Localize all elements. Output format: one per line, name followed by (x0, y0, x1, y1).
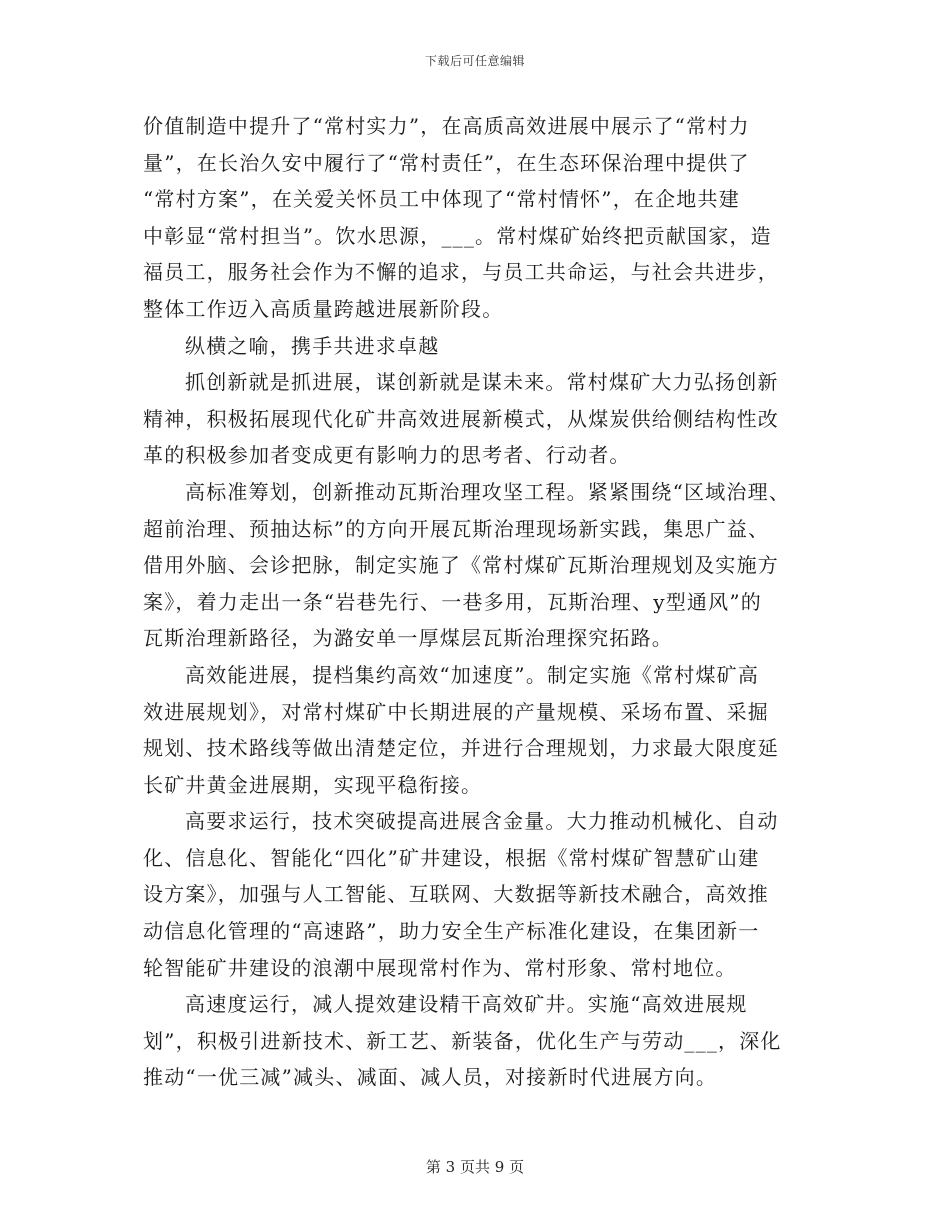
page-number: 第 3 页共 9 页 (425, 1158, 525, 1176)
paragraph-first-line: 高标准筹划，创新推动瓦斯治理攻坚工程。紧紧围绕“区域治理、 (185, 479, 791, 504)
body-line: 中彰显“常村担当”。饮水思源，___。常村煤矿始终把贡献国家，造 (143, 223, 772, 248)
body-line: 化、信息化、智能化“四化”矿井建设，根据《常村煤矿智慧矿山建 (143, 845, 760, 870)
section-heading: 纵横之喻，携手共进求卓越 (185, 333, 440, 358)
body-line: 规划、技术路线等做出清楚定位，并进行合理规划，力求最大限度延 (143, 736, 779, 761)
body-line: “常村方案”，在关爱关怀员工中体现了“常村情怀”，在企地共建 (143, 187, 740, 212)
page-header: 下载后可任意编辑 (424, 54, 525, 68)
body-line: 动信息化管理的“高速路”，助力安全生产标准化建设，在集团新一 (143, 919, 760, 944)
document-body (143, 108, 807, 1096)
body-line: 整体工作迈入高质量跨越进展新阶段。 (143, 296, 504, 321)
body-line: 推动“一优三减”减头、减面、减人员，对接新时代进展方向。 (143, 1065, 718, 1090)
paragraph-first-line: 高要求运行，技术突破提高进展含金量。大力推动机械化、自动 (185, 809, 779, 834)
body-line: 价值制造中提升了“常村实力”，在高质高效进展中展示了“常村力 (143, 114, 750, 138)
body-line: 福员工，服务社会作为不懈的追求，与员工共命运，与社会共进步， (143, 260, 779, 285)
body-line: 设方案》，加强与人工智能、互联网、大数据等新技术融合，高效推 (143, 882, 769, 907)
paragraph-first-line: 高速度运行，减人提效建设精干高效矿井。实施“高效进展规 (185, 992, 748, 1017)
body-line: 借用外脑、会诊把脉，制定实施了《常村煤矿瓦斯治理规划及实施方 (143, 553, 779, 578)
body-line: 精神，积极拓展现代化矿井高效进展新模式，从煤炭供给侧结构性改 (143, 406, 779, 431)
body-line: 划”，积极引进新技术、新工艺、新装备，优化生产与劳动___，深化 (143, 1028, 782, 1053)
body-line: 超前治理、预抽达标”的方向开展瓦斯治理现场新实践，集思广益、 (143, 516, 770, 541)
body-line: 长矿井黄金进展期，实现平稳衔接。 (143, 772, 483, 797)
body-line: 案》，着力走出一条“岩巷先行、一巷多用，瓦斯治理、y型通风”的 (143, 589, 762, 614)
body-line: 轮智能矿井建设的浪潮中展现常村作为、常村形象、常村地位。 (143, 955, 737, 980)
paragraph-first-line: 抓创新就是抓进展，谋创新就是谋未来。常村煤矿大力弘扬创新 (185, 370, 779, 395)
body-line: 效进展规划》，对常村煤矿中长期进展的产量规模、采场布置、采掘 (143, 699, 769, 724)
body-line: 革的积极参加者变成更有影响力的思考者、行动者。 (143, 443, 631, 468)
paragraph-first-line: 高效能进展，提档集约高效“加速度”。制定实施《常村煤矿高 (185, 662, 760, 687)
body-line: 量”，在长治久安中履行了“常村责任”，在生态环保治理中提供了 (143, 150, 750, 175)
body-line: 瓦斯治理新路径，为潞安单一厚煤层瓦斯治理探究拓路。 (143, 626, 673, 651)
